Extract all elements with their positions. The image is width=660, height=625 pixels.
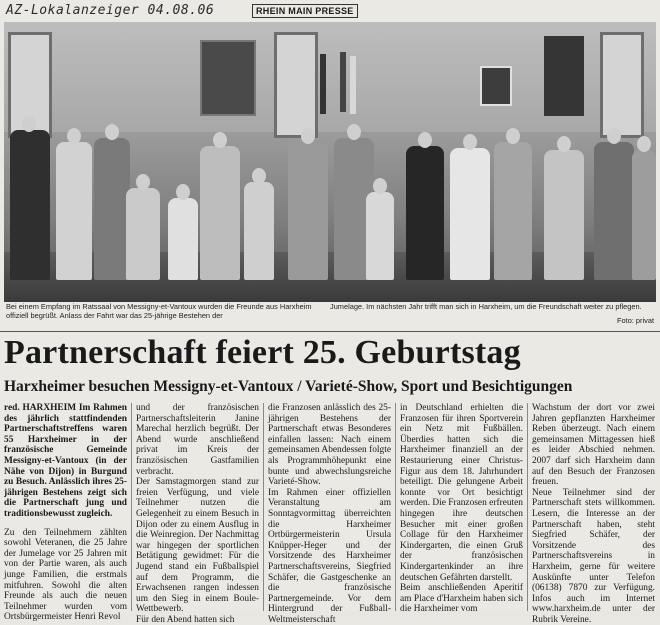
person-head — [463, 134, 477, 150]
photo-credit: Foto: privat — [617, 316, 654, 325]
article-body — [4, 403, 656, 625]
article-paragraph: Zu den Teilnehmern zählten sowohl Veteranen, die 25 Jahre der Jumelage vor 25 Jahren mit von der Partie waren, als auch junge Familien, die erstmals mitfuhren. Sowohl die alten Freunde als auch die neuen Teilnehmer wurden vom Ortsbürgermeister Henri Revol — [4, 527, 127, 623]
column-divider — [263, 403, 264, 611]
person-head — [67, 128, 81, 144]
person-head — [136, 174, 150, 190]
person — [126, 188, 160, 280]
divider — [0, 331, 660, 332]
person — [244, 182, 274, 280]
article-paragraph: in Deutschland erhielten die Franzosen für ihren Sportverein ein Netz mit Fußbällen. Überdies hatten sich die Harxheimer finanziell an der Restaurierung einer Christus-Figur aus dem 18. Jahrhundert beteiligt. Die gelungene Arbeit konnte vor Ort besichtigt werden. Die Franzosen erfreuten hingegen ihre deutschen Besucher mit einer großen Collage für den Harxheimer Kindergarten, die einen Gruß der französischen Kindergartenkinder an ihre deutschen Gefährten darstellt. — [400, 403, 523, 583]
wall-portrait — [480, 66, 512, 106]
person-head — [373, 178, 387, 194]
person — [632, 150, 656, 280]
person-head — [506, 128, 520, 144]
person-head — [22, 116, 36, 132]
person-head — [213, 132, 227, 148]
person-head — [176, 184, 190, 200]
person — [168, 198, 198, 280]
article-paragraph: die Franzosen anlässlich des 25-jährigen Bestehens der Partnerschaft etwas Besonderes einfallen lassen: Nach einem gemeinsamen Abendessen folgte als Programmhöhepunkt eine bunte und abwechslungsreiche Varieté-Show. — [268, 403, 391, 488]
person — [56, 142, 92, 280]
person — [406, 146, 444, 280]
article-paragraph: Beim anschließenden Aperitif am Place d'Harxheim haben sich die Harxheimer vom — [400, 583, 523, 615]
article-column-5 — [532, 403, 655, 625]
person-head — [301, 128, 315, 144]
photo-caption-right: Jumelage. Im nächsten Jahr trifft man sich in Harxheim, um die Freundschaft weiter zu pflegen. — [330, 302, 642, 311]
handwritten-note: AZ-Lokalanzeiger 04.08.06 — [6, 3, 215, 18]
photo-caption-left: Bei einem Empfang im Ratssaal von Messigny-et-Vantoux wurden die Freunde aus Harxheim offiziell begrüßt. Anlass der Fahrt war das 25-jährige Bestehen der — [6, 302, 312, 320]
person — [366, 192, 394, 280]
article-paragraph: Wachstum der dort vor zwei Jahren gepflanzten Harxheimer Reben überzeugt. Nach einem gemeinsamen Mittagessen hieß es leider Abschied nehmen. 2007 darf sich Harxheim dann auf den Besuch der Franzosen freuen. — [532, 403, 655, 488]
article-column-3 — [268, 403, 391, 625]
article-subheadline: Harxheimer besuchen Messigny-et-Vantoux / Varieté-Show, Sport und Besichtigungen — [4, 378, 573, 395]
article-column-4 — [400, 403, 523, 615]
person-head — [347, 124, 361, 140]
column-divider — [395, 403, 396, 611]
article-column-1 — [4, 403, 127, 623]
person — [544, 150, 584, 280]
article-paragraph: Neue Teilnehmer sind der Partnerschaft stets willkommen. Lesern, die Interesse an der Partnerschaft haben, steht Siegfried Schäfer, der Vorsitzende des Partnerschaftsvereins in Harxheim, gerne für weitere Auskünfte unter Telefon (06138) 7870 zur Verfügung. Infos auch im Internet www.harxheim.de unter der Rubrik Vereine. — [532, 487, 655, 625]
person — [450, 148, 490, 280]
person-head — [637, 136, 651, 152]
column-divider — [527, 403, 528, 611]
person — [288, 142, 328, 280]
article-paragraph: Im Rahmen einer offiziellen Veranstaltung am Sonntagvormittag überreichten die Harxheimer Ortbürgermeisterin Ursula Knüpper-Heger und der Vorsitzende des Harxheimer Partnerschaftsvereins, Siegfried Schäfer, die Gastgeschenke an die französische Partnergemeinde. Vor dem Hintergrund der Fußball-Weltmeisterschaft — [268, 487, 391, 625]
article-paragraph: Der Samstagmorgen stand zur freien Verfügung, und viele Teilnehmer nutzen die Gelegenheit zu einem Besuch in Dijon oder zu einem Ausflug in die Weinregion. Der Nachmittag war hingegen der sportlichen Betätigung gewidmet: Für die Jugend stand ein Fußballspiel auf dem Programm, die Erwachsenen rangen indessen um den Sieg in einem Boule-Wettbewerb. — [136, 477, 259, 615]
article-paragraph: und der französischen Partnerschaftsleiterin Janine Marechal herzlich begrüßt. Der Abend wurde anschließend privat im Kreis der französischen Gastfamilien verbracht. — [136, 403, 259, 477]
column-divider — [131, 403, 132, 611]
person — [94, 138, 130, 280]
person — [594, 142, 634, 280]
person — [494, 142, 532, 280]
person — [200, 146, 240, 280]
article-paragraph: Für den Abend hatten sich — [136, 614, 235, 625]
person — [10, 130, 50, 280]
article-column-2 — [136, 403, 259, 625]
newspaper-masthead: RHEIN MAIN PRESSE — [252, 4, 358, 18]
group-photo — [4, 22, 656, 302]
person-head — [607, 128, 621, 144]
person-head — [418, 132, 432, 148]
article-lead: red. HARXHEIM Im Rahmen des jährlich stattfindenden Partnerschaftstreffens waren 55 Harxheimer in der französische Gemeinde Messigny-et-Vantoux (in der Nähe von Dijon) in Burgund zu Besuch. Anlässlich ihres 25-jährigen Bestehens zeigt sich die Partnerschaft jung und traditionsbewusst zugleich. — [4, 403, 127, 519]
person-head — [557, 136, 571, 152]
person-head — [105, 124, 119, 140]
photo-crowd — [4, 102, 656, 302]
article-headline: Partnerschaft feiert 25. Geburtstag — [4, 334, 521, 371]
person-head — [252, 168, 266, 184]
